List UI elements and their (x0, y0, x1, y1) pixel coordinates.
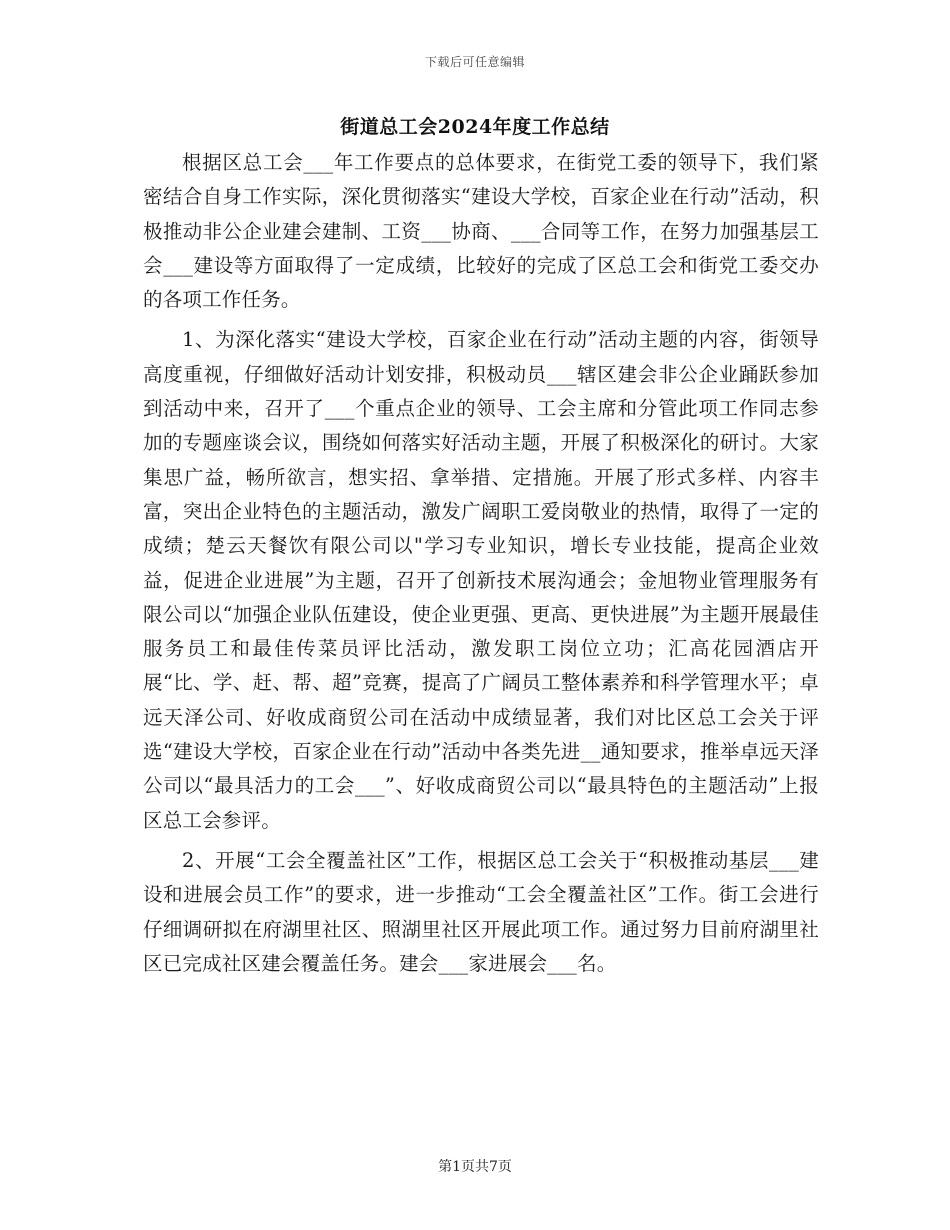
document-title: 街道总工会2024年度工作总结 (340, 116, 610, 138)
header-note: 下载后可任意编辑 (424, 55, 525, 69)
page-number: 第1页共7页 (438, 1159, 512, 1175)
paragraph-item-1: 1、为深化落实“建设大学校，百家企业在行动”活动主题的内容，街领导高度重视，仔细做好活动计划安排，积极动员___辖区建会非公企业踊跃参加到活动中来，召开了___个重点企业的领导、工会主席和分管此项工作同志参加的专题座谈会议，围绕如何落实好活动主题，开展了积极深化的研讨。大家集思广益，畅所欲言，想实招、拿举措、定措施。开展了形式多样、内容丰富，突出企业特色的主题活动，激发广阔职工爱岗敬业的热情，取得了一定的成绩；楚云天餐饮有限公司以"学习专业知识，增长专业技能，提高企业效益，促进企业进展”为主题，召开了创新技术展沟通会；金旭物业管理服务有限公司以“加强企业队伍建设，使企业更强、更高、更快进展”为主题开展最佳服务员工和最佳传菜员评比活动，激发职工岗位立功；汇高花园酒店开展“比、学、赶、帮、超”竞赛，提高了广阔员工整体素养和科学管理水平；卓远天泽公司、好收成商贸公司在活动中成绩显著，我们对比区总工会关于评选“建设大学校，百家企业在行动”活动中各类先进__通知要求，推举卓远天泽公司以“最具活力的工会___”、好收成商贸公司以“最具特色的主题活动”上报区总工会参评。 (143, 328, 819, 832)
paragraph-item-2: 2、开展“工会全覆盖社区”工作，根据区总工会关于“积极推动基层___建设和进展会员工作”的要求，进一步推动“工会全覆盖社区”工作。街工会进行仔细调研拟在府湖里社区、照湖里社区开展此项工作。通过努力目前府湖里社区已完成社区建会覆盖任务。建会___家进展会___名。 (143, 848, 819, 975)
paragraph-intro: 根据区总工会___年工作要点的总体要求，在街党工委的领导下，我们紧密结合自身工作实际，深化贯彻落实“建设大学校，百家企业在行动”活动，积极推动非公企业建会建制、工资___协商、___合同等工作，在努力加强基层工会___建设等方面取得了一定成绩，比较好的完成了区总工会和街党工委交办的各项工作任务。 (143, 151, 819, 312)
document-body (143, 146, 819, 987)
